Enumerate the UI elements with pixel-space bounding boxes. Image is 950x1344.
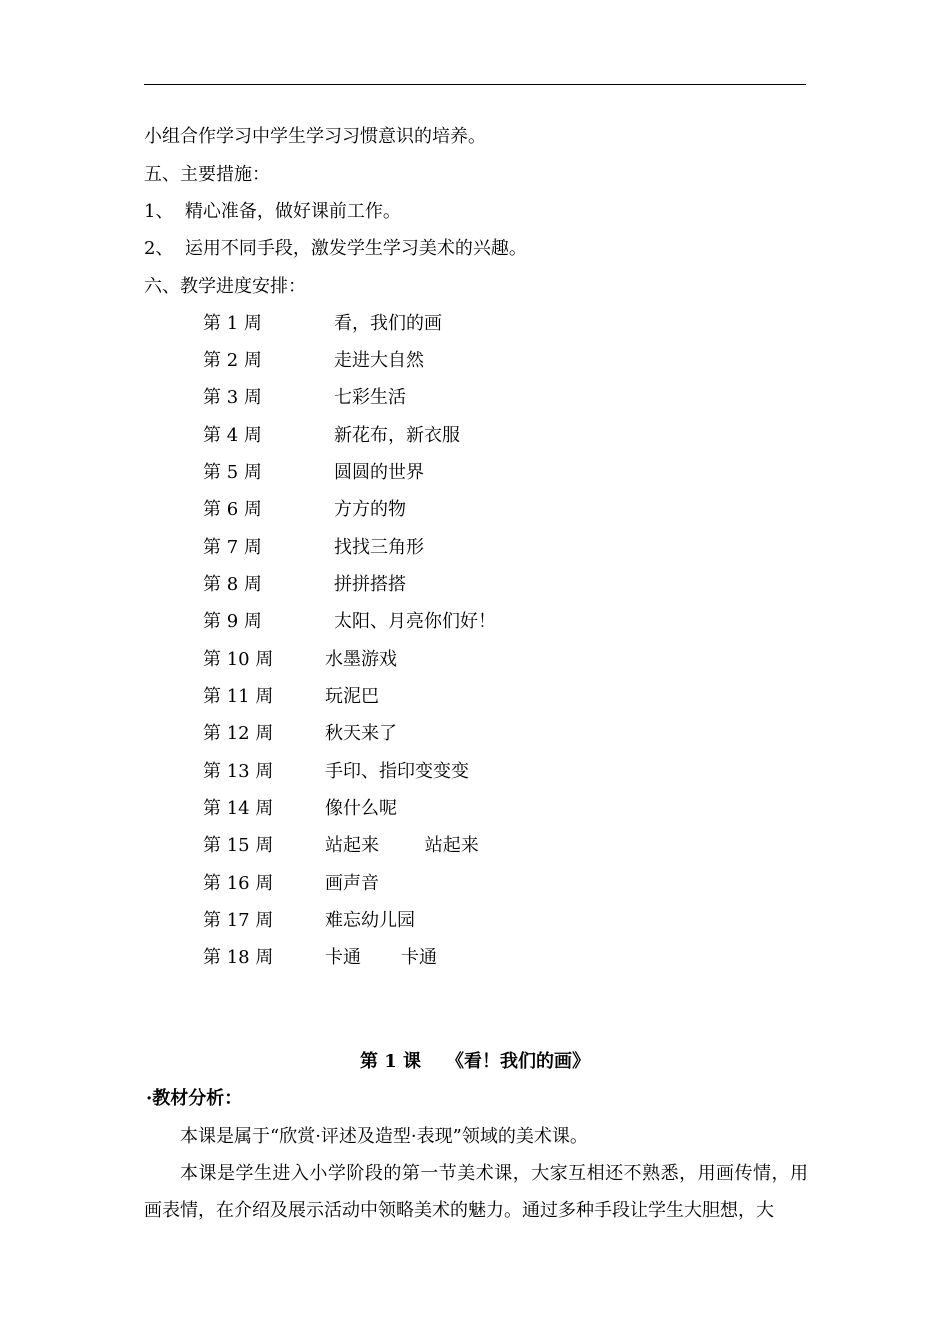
schedule-week: 第 15 周 xyxy=(203,835,274,856)
header-rule xyxy=(144,84,806,85)
intro-line: 小组合作学习中学生学习习惯意识的培养。 xyxy=(144,126,486,147)
schedule-topic: 站起来 站起来 xyxy=(325,835,479,856)
schedule-week: 第 18 周 xyxy=(203,947,274,968)
schedule-week: 第 14 周 xyxy=(203,798,274,819)
schedule-week: 第 17 周 xyxy=(203,910,274,931)
analysis-heading: ·教材分析： xyxy=(146,1088,243,1109)
schedule-topic: 方方的物 xyxy=(334,499,406,520)
schedule-topic: 手印、指印变变变 xyxy=(325,761,469,782)
schedule-week: 第 8 周 xyxy=(203,574,262,595)
schedule-week: 第 12 周 xyxy=(203,723,274,744)
schedule-week: 第 7 周 xyxy=(203,537,262,558)
schedule-topic: 圆圆的世界 xyxy=(334,462,424,483)
schedule-week: 第 6 周 xyxy=(203,499,262,520)
schedule-topic: 走进大自然 xyxy=(334,350,424,371)
schedule-topic: 像什么呢 xyxy=(325,798,397,819)
schedule-topic: 看，我们的画 xyxy=(334,313,442,334)
schedule-topic: 水墨游戏 xyxy=(325,649,397,670)
schedule-topic: 找找三角形 xyxy=(334,537,424,558)
schedule-week: 第 16 周 xyxy=(203,873,274,894)
lesson-paragraph-2: 本课是学生进入小学阶段的第一节美术课，大家互相还不熟悉，用画传情，用画表情，在介绍及展示活动中领略美术的魅力。通过多种手段让学生大胆想，大 xyxy=(144,1163,808,1221)
schedule-topic: 拼拼搭搭 xyxy=(334,574,406,595)
measure-item-2: 2、 运用不同手段，激发学生学习美术的兴趣。 xyxy=(144,238,527,259)
schedule-week: 第 1 周 xyxy=(203,313,262,334)
schedule-topic: 秋天来了 xyxy=(325,723,397,744)
schedule-week: 第 9 周 xyxy=(203,611,262,632)
schedule-week: 第 10 周 xyxy=(203,649,274,670)
measure-item-1: 1、 精心准备，做好课前工作。 xyxy=(144,201,401,222)
schedule-week: 第 4 周 xyxy=(203,425,262,446)
lesson-paragraph-1: 本课是属于“欣赏·评述及造型·表现”领域的美术课。 xyxy=(180,1126,588,1147)
schedule-week: 第 5 周 xyxy=(203,462,262,483)
schedule-topic: 玩泥巴 xyxy=(325,686,379,707)
section6-heading: 六、教学进度安排： xyxy=(144,276,306,297)
schedule-week: 第 13 周 xyxy=(203,761,274,782)
schedule-topic: 卡通 卡通 xyxy=(325,947,438,968)
schedule-topic: 七彩生活 xyxy=(334,387,406,408)
schedule-week: 第 11 周 xyxy=(203,686,274,707)
lesson-title: 第 1 课 《看！我们的画》 xyxy=(359,1051,591,1072)
schedule-topic: 画声音 xyxy=(325,873,379,894)
section5-heading: 五、主要措施： xyxy=(144,164,270,185)
schedule-topic: 太阳、月亮你们好！ xyxy=(334,611,496,632)
schedule-topic: 难忘幼儿园 xyxy=(325,910,415,931)
schedule-week: 第 3 周 xyxy=(203,387,262,408)
schedule-topic: 新花布，新衣服 xyxy=(334,425,460,446)
schedule-week: 第 2 周 xyxy=(203,350,262,371)
